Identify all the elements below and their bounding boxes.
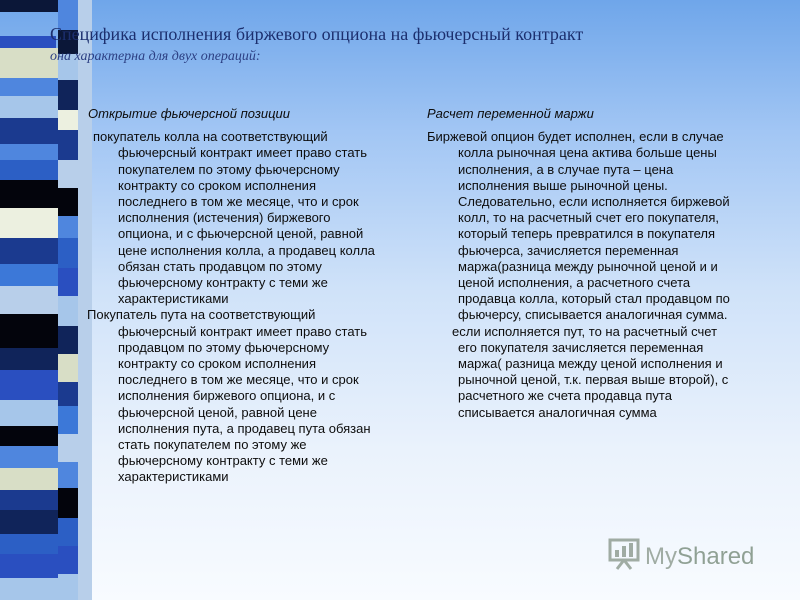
slide-subtitle: она характерна для двух операций: <box>50 49 261 64</box>
decorative-stripe <box>0 208 58 238</box>
right-paragraph-put: если исполняется пут, то на расчетный счет его покупателя зачисляется переменная маржа( разница между ценой исполнения и рыночной ценой, т.к. первая выше второй), с расчетного же счета продавца пута списывается аналогичная сумма <box>452 323 729 420</box>
decorative-stripe <box>0 180 58 208</box>
decorative-stripe <box>58 382 78 406</box>
decorative-stripe <box>58 188 78 216</box>
decorative-stripe <box>0 468 58 490</box>
decorative-stripe <box>0 238 58 264</box>
decorative-stripe <box>0 0 58 12</box>
decorative-stripe <box>58 80 78 110</box>
decorative-stripe <box>0 96 58 118</box>
decorative-stripe <box>58 160 78 188</box>
decorative-stripe <box>0 578 58 600</box>
decorative-stripe <box>0 490 58 510</box>
decorative-stripe <box>58 130 78 160</box>
watermark-text <box>645 543 754 571</box>
watermark-text-my: My <box>645 542 677 570</box>
decorative-stripe <box>0 426 58 446</box>
decorative-stripe <box>58 110 78 130</box>
left-column <box>87 106 387 486</box>
decorative-stripe <box>58 546 78 574</box>
decorative-stripe <box>0 78 58 96</box>
decorative-stripe <box>58 354 78 382</box>
decorative-stripe-column <box>0 0 92 600</box>
right-column <box>427 106 737 421</box>
decorative-stripe <box>58 326 78 354</box>
decorative-stripe <box>0 264 58 286</box>
decorative-stripe <box>0 286 58 314</box>
left-paragraph-call: покупатель колла на соответствующий фьючерсный контракт имеет право стать покупателем по этому фьючерсному контракту со сроком исполнения последнего в том же месяце, что и срок исполнения (истечения) биржевого опциона, и с фьючерсной ценой, равной цене исполнения колла, а продавец колла обязан стать продавцом по этому фьючерсному контракту с теми же характеристиками <box>93 129 375 307</box>
slide-title-area <box>50 24 770 66</box>
decorative-stripe <box>58 406 78 434</box>
decorative-stripe <box>0 348 58 370</box>
decorative-stripe <box>58 488 78 518</box>
decorative-stripe <box>0 144 58 160</box>
decorative-stripe <box>0 370 58 400</box>
decorative-stripe <box>58 238 78 268</box>
left-paragraph-put: Покупатель пута на соответствующий фьючерсный контракт имеет право стать продавцом по этому фьючерсному контракту со сроком исполнения последнего в том же месяце, что и срок исполнения биржевого опциона, и с фьючерсной ценой, равной цене исполнения пута, а продавец пута обязан стать покупателем по этому же фьючерсному контракту с теми же характеристиками <box>87 307 371 485</box>
decorative-stripe <box>0 400 58 426</box>
myshared-watermark <box>607 538 754 575</box>
decorative-stripe <box>0 446 58 468</box>
decorative-stripe <box>58 462 78 488</box>
right-column-heading: Расчет переменной маржи <box>427 106 594 121</box>
decorative-stripe <box>58 518 78 546</box>
slide-title: Специфика исполнения биржевого опциона на фьючерсный контракт <box>50 24 584 44</box>
decorative-stripe <box>58 434 78 462</box>
watermark-text-shared: Shared <box>677 542 755 570</box>
decorative-stripe <box>58 216 78 238</box>
decorative-stripe <box>0 160 58 180</box>
decorative-stripe <box>0 510 58 534</box>
left-column-heading: Открытие фьючерсной позиции <box>88 106 290 121</box>
decorative-stripe <box>0 534 58 554</box>
decorative-stripe <box>0 554 58 578</box>
presentation-board-icon <box>607 538 641 575</box>
decorative-stripe <box>58 574 78 600</box>
decorative-stripe <box>58 268 78 296</box>
decorative-stripe <box>0 118 58 144</box>
decorative-stripe <box>58 296 78 326</box>
right-paragraph-call: Биржевой опцион будет исполнен, если в случае колла рыночная цена актива больше цены исполнения, а в случае пута – цена исполнения выше рыночной цены. Следовательно, если исполняется биржевой колл, то на расчетный счет его покупателя, который теперь превратился в покупателя фьючерса, зачисляется переменная маржа(разница между рыночной ценой и и ценой исполнения, а расчетного счета продавца колла, который стал продавцом по фьючерсу, списывается аналогичная сумма. <box>427 129 730 323</box>
decorative-stripe <box>0 314 58 348</box>
